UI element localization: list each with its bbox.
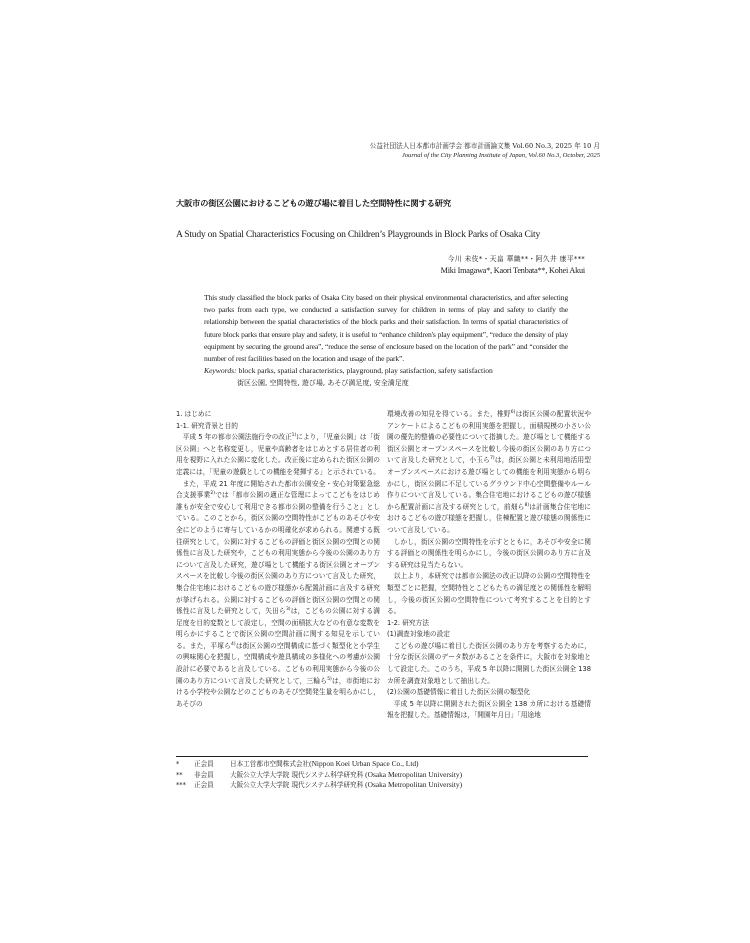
citation-ref: 7): [490, 456, 495, 462]
affiliation-en: (Osaka Metropolitan University): [363, 769, 463, 779]
paragraph-text: は街区公園の空間構成に基づく類型化と小学生の興味関心を把握し，空間構成や遊具構成の多様化への考慮が公園設計に必要であると言及している。こどもの利用実態から今後の公園のあり方について言及した研究として，三輪ら: [176, 641, 380, 685]
keywords-japanese: 街区公園, 空間特性, 遊び場, あそび満足度, 安全満足度: [237, 379, 409, 387]
affiliation-ja: 日本工営都市空間株式会社: [230, 760, 310, 768]
keywords-label: Keywords:: [204, 366, 237, 375]
paragraph-text: は，街区公園と未利用地活用型オープンスペースにおける遊び場としての機能を利用実態から明らかにし，街区公園に不足しているグラウンド中心空間整備やルール作りについて言及している。集合住宅地におけるこどもの遊び様態から配置計画に言及する研究として，前畑ら: [387, 456, 591, 511]
footnote-mark: ***: [176, 781, 186, 789]
footnote-item: [176, 770, 462, 781]
paragraph-text: は，こどもの公園に対する満足度を目的変数として設定し，空間の面積拡大などの有意な変数を明らかにすることで街区公園の空間計画に関する知見を示している。また，平塚ら: [176, 607, 380, 650]
authors-english: Miki Imagawa*, Kaori Tenbata**, Kohei Akui: [440, 266, 585, 275]
paragraph: [176, 479, 380, 711]
paragraph: [387, 409, 591, 537]
subsubsection-heading: (1)調査対象地の設定: [387, 630, 450, 639]
paragraph-text: では「都市公園の適正な管理によってこどもをはじめ誰もが安全で安心して利用できる都市公園の整備を行うこと」としている。このことから，街区公園の空間特性がこどものあそびや安全にどのように寄与しているかの明確化が求められる。関連する既往研究として，公園に対するこどもの評価と街区公園の空間との関係性に言及した研究や，こどもの利用実態から今後の公園のあり方について言及した研究，遊び場として機能する街区公園とオープンスペースを比較し今後の街区公園のあり方について言及した研究，集合住宅地におけるこどもの遊び様態から配置計画に言及する研究が挙げられる。公園に対するこどもの評価と街区公園の空間との関係性に言及した研究として，矢田ら: [176, 491, 380, 616]
body-column-left: [176, 409, 380, 710]
footnote-mark: *: [176, 760, 180, 768]
paragraph-text: 平成 5 年の都市公園法施行令の改正: [182, 433, 292, 442]
paragraph: 以上より，本研究では都市公園法の改正以降の公園の空間特性を類型ごとに把握，空間特性とこどもたちの満足度との関係性を解明し，今後の街区公園の空間特性について考究することを目的とする。: [387, 572, 591, 616]
footnote-item: [176, 759, 462, 770]
footnote-mark: **: [176, 770, 183, 779]
section-heading: 1. はじめに: [176, 410, 212, 418]
keywords: [204, 365, 584, 389]
authors-japanese: 今川 未伎*・天畠 華織**・阿久井 康平***: [447, 255, 585, 263]
footnotes: [176, 759, 462, 791]
member-role: 非会員: [194, 770, 214, 779]
citation-ref: 2): [210, 491, 215, 497]
subsubsection-heading: (2)公園の基礎情報に着目した街区公園の類型化: [387, 688, 531, 697]
citation-ref: 1): [291, 433, 297, 439]
member-role: 正会員: [194, 760, 214, 768]
title-english: A Study on Spatial Characteristics Focusing on Children’s Playgrounds in Block Parks of Osaka City: [176, 229, 541, 240]
paragraph: [176, 432, 380, 478]
journal-line-ja: 公益社団法人日本都市計画学会 都市計画論文集 Vol.60 No.3, 2025 年 10 月: [369, 142, 600, 150]
paragraph: こどもの遊び場に着目した街区公園のあり方を考察するために，十分な街区公園のデータ数があることを条件に，大阪市を対象地として設定した。このうち，平成 5 年以降に開園した街区公園全 138 カ所を調査対象地として抽出した。: [387, 641, 591, 685]
paragraph-text: また，平成 21 年度に開始された都市公園安全・安心対策緊急総合支援事業: [176, 479, 380, 500]
citation-ref: 8): [524, 502, 530, 508]
footnote-item: [176, 780, 462, 791]
body-column-right: [387, 409, 591, 722]
authors: [441, 253, 585, 277]
title-japanese: 大阪市の街区公園におけるこどもの遊び場に着目した空間特性に関する研究: [176, 198, 451, 208]
affiliation-ja: 大阪公立大学大学院 現代システム科学研究科: [230, 781, 364, 789]
journal-line-en: Journal of the City Planning Institute of Japan, Vol.60 No.3, October, 2025: [401, 152, 600, 159]
paragraph-text: 環境改善の知見を得ている。また，椎野: [387, 410, 511, 418]
paragraph-text: は，市街地における小学校や公園などのこどものあそび空間発生量を明らかにし，あそびの: [176, 676, 381, 708]
member-role: 正会員: [194, 781, 214, 789]
paragraph-text: により，「児童公園」は「街区公園」へと名称変更し，児童や高齢者をはじめとする居住者の利用を視野に入れた公園に変化した。改正後に定められた街区公園の定義には，「児童の遊戯としての機能を発揮する」と示されている。: [176, 433, 380, 476]
keywords-english: block parks, spatial characteristics, playground, play satisfaction, safety satisfaction: [236, 366, 493, 375]
journal-header: [370, 142, 600, 160]
citation-ref: 6): [510, 410, 516, 415]
citation-ref: 4): [231, 641, 236, 647]
paragraph-text: は街区公園の配置状況やアンケートによるこどもの利用実態を把握し，面積規模の小さい公園の優先的整備の必要性について指摘した。遊び場として機能する街区公園とオープンスペースを比較し今後の街区公園のあり方について言及した研究として，小玉ら: [387, 410, 591, 465]
citation-ref: 3): [285, 607, 291, 613]
affiliation-en: (Nippon Koei Urban Space Co., Ltd): [309, 759, 419, 768]
affiliation-en: (Osaka Metropolitan University): [363, 780, 463, 789]
footnote-divider: [176, 756, 588, 757]
citation-ref: 5): [327, 676, 332, 682]
paragraph: 平成 5 年以降に開園された街区公園全 138 カ所における基礎情報を把握した。基礎情報は，「開園年月日」「用途地: [387, 699, 591, 720]
paragraph-text: は計画集合住宅地におけるこどもの遊び様態を把握し，住棟配置と遊び様態の関係性について言及している。: [387, 502, 591, 534]
affiliation-ja: 大阪公立大学大学院 現代システム科学研究科: [230, 770, 364, 779]
subsection-heading: 1-2. 研究方法: [387, 618, 429, 627]
paragraph: しかし，街区公園の空間特性を示すとともに，あそびや安全に関する評価との関係性を明らかにし，今後の街区公園のあり方に言及する研究は見当たらない。: [387, 537, 591, 569]
abstract: This study classified the block parks of Osaka City based on their physical environmental characteristics, and after selecting two parks from each type, we conducted a satisfaction survey for children in terms of play and safety to clarify the relationship between the spatial characteristics of the block parks and their satisfaction. In terms of spatial characteristics of future block parks that ensure play and safety, it is useful to “enhance children's play equipment”, “reduce the density of play equipment by securing the ground area”, “reduce the sense of enclosure based on the location of the park” and “consider the number of rest facilities based on the location and usage of the park”.: [204, 293, 568, 364]
subsection-heading: 1-1. 研究背景と目的: [176, 421, 238, 430]
